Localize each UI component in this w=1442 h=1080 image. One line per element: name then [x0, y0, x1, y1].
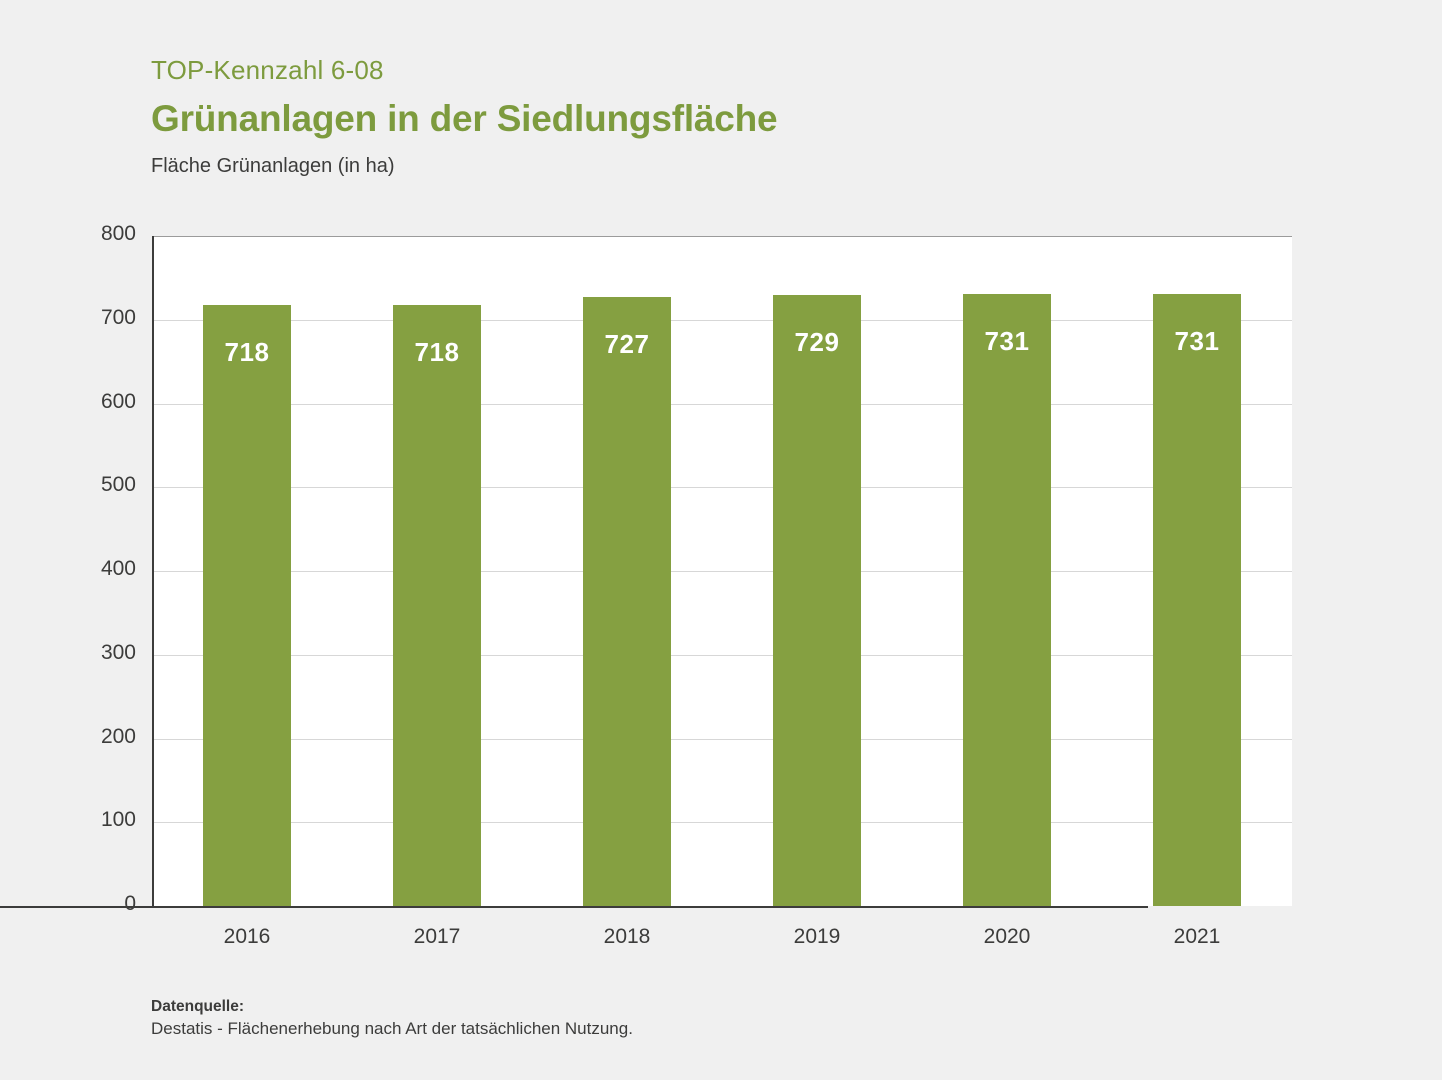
bar[interactable] [773, 295, 861, 906]
x-tick-label: 2019 [793, 925, 841, 948]
y-tick-label: 500 [100, 473, 136, 497]
bar[interactable] [963, 294, 1051, 906]
bar[interactable] [393, 305, 481, 906]
bar[interactable] [583, 297, 671, 906]
bar-value-label: 729 [794, 327, 840, 358]
source-text: Destatis - Flächenerhebung nach Art der tatsächlichen Nutzung. [151, 1019, 633, 1038]
bar[interactable] [203, 305, 291, 906]
gridline [152, 739, 1292, 740]
gridline [152, 404, 1292, 405]
x-tick-label: 2020 [983, 925, 1031, 948]
y-tick-label: 0 [124, 892, 136, 915]
plot-area [152, 236, 1292, 906]
chart-subtitle: Fläche Grünanlagen (in ha) [151, 155, 395, 177]
x-tick-label: 2017 [413, 925, 461, 948]
y-axis [152, 236, 154, 908]
y-tick-label: 200 [100, 724, 136, 748]
bar-value-label: 718 [414, 336, 460, 367]
bar-value-label: 727 [604, 329, 650, 360]
page-title: Grünanlagen in der Siedlungsfläche [151, 98, 778, 139]
gridline [152, 487, 1292, 488]
y-tick-label: 300 [100, 640, 136, 664]
source-label: Datenquelle: [151, 998, 245, 1015]
bar-value-label: 731 [984, 325, 1030, 356]
y-tick-label: 400 [100, 557, 136, 580]
y-tick-label: 600 [100, 389, 136, 413]
bar-value-label: 718 [224, 336, 270, 367]
gridline [152, 320, 1292, 321]
x-tick-label: 2016 [223, 925, 271, 948]
gridline [152, 571, 1292, 572]
gridline [152, 236, 1292, 237]
gridline [152, 655, 1292, 656]
bar-value-label: 731 [1174, 325, 1220, 356]
x-tick-label: 2018 [603, 925, 651, 948]
gridline [152, 822, 1292, 823]
x-tick-label: 2021 [1173, 925, 1221, 948]
bar[interactable] [1153, 294, 1241, 906]
eyebrow-label: TOP-Kennzahl 6-08 [151, 55, 384, 85]
y-tick-label: 800 [100, 222, 136, 245]
y-tick-label: 700 [100, 305, 136, 329]
x-axis [0, 906, 1148, 908]
y-tick-label: 100 [100, 808, 136, 832]
